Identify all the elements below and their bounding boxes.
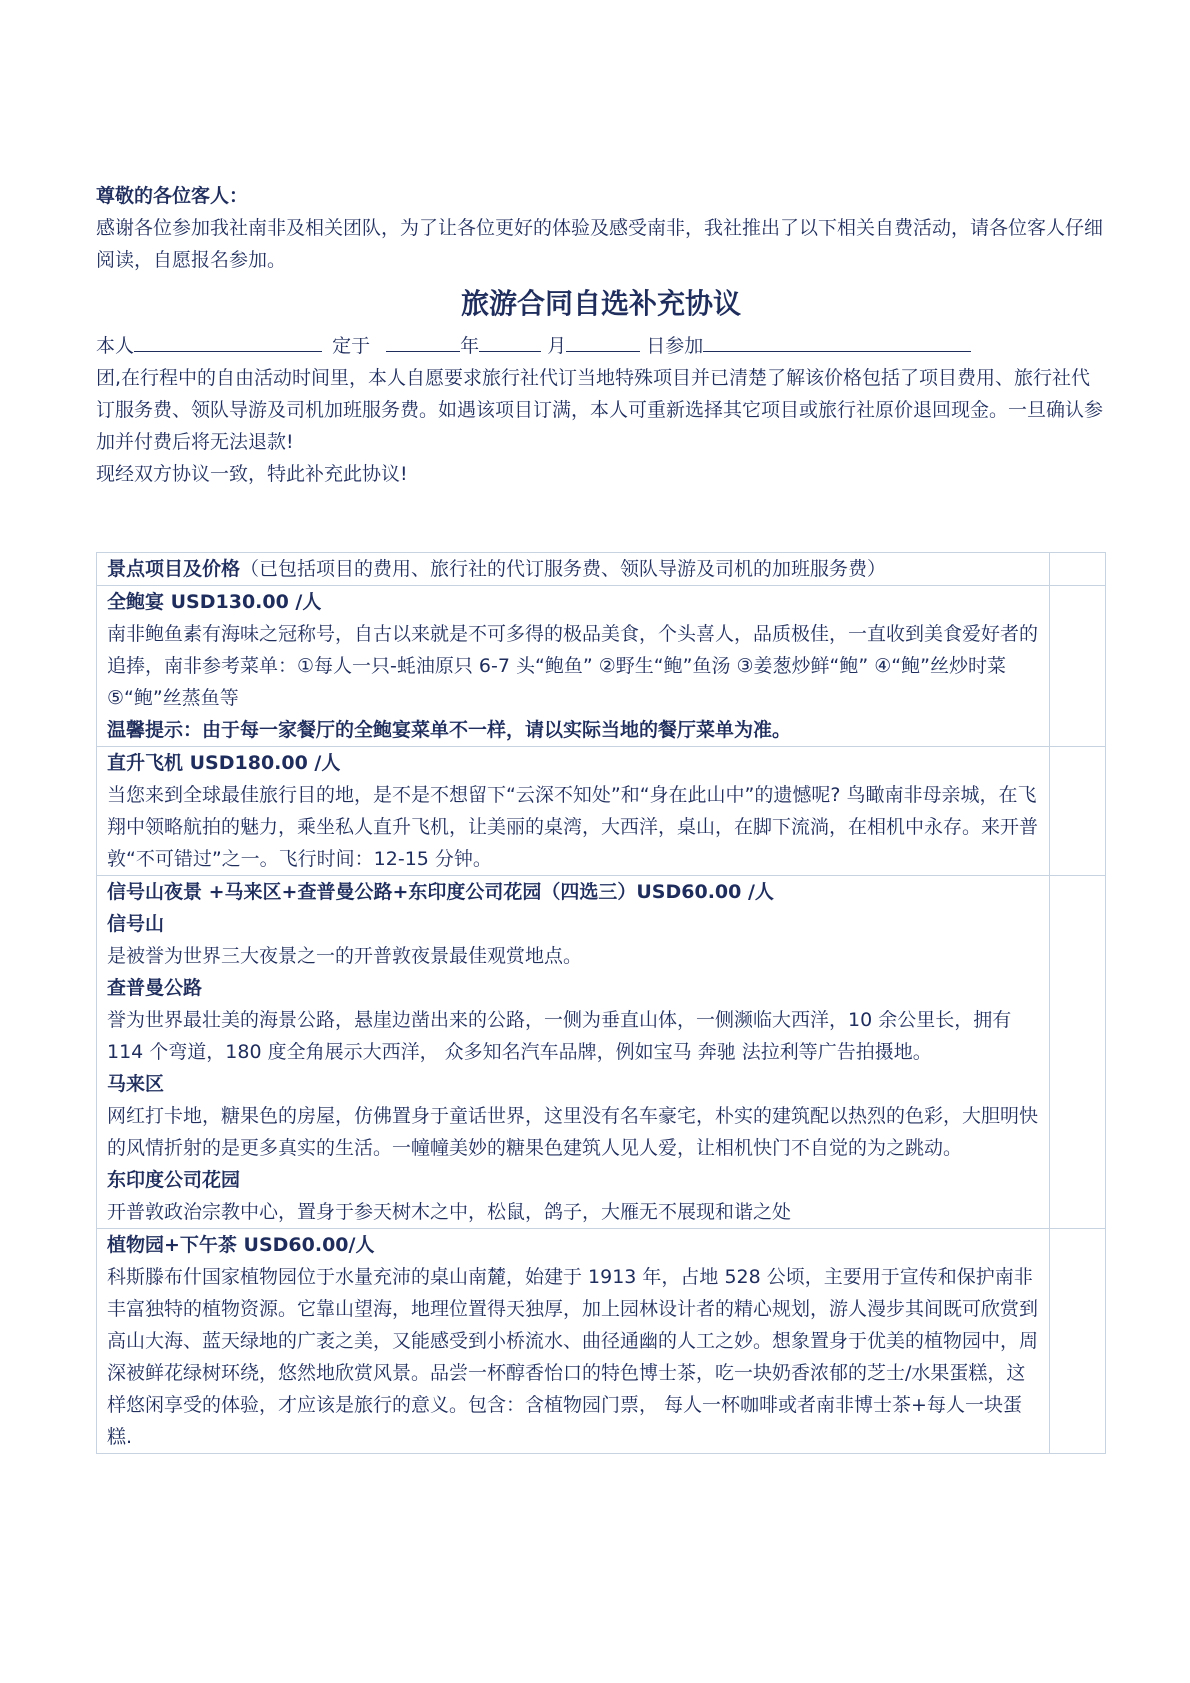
day-join-label: 日参加 [646,335,704,357]
table-row [97,586,1106,747]
tour-group-blank[interactable] [703,331,971,352]
year-label: 年 [460,335,480,357]
item-title: 直升飞机 USD180.00 /人 [107,752,341,774]
name-blank[interactable] [134,331,322,352]
sub-item-description: 是被誉为世界三大夜景之一的开普敦夜景最佳观赏地点。 [107,945,583,967]
selection-cell[interactable] [1050,876,1106,1229]
item-description: 科斯滕布什国家植物园位于水量充沛的桌山南麓，始建于 1913 年，占地 528 公顷，主要用于宣传和保护南非丰富独特的植物资源。它靠山望海，地理位置得天独厚，加上园林设计者的精心规划，游人漫步其间既可欣赏到高山大海、蓝天绿地的广袤之美，又能感受到小桥流水、曲径通幽的人工之妙。想象置身于优美的植物园中，周深被鲜花绿树环绕，悠然地欣赏风景。品尝一杯醇香怡口的特色博士茶，吃一块奶香浓郁的芝士/水果蛋糕，这样悠闲享受的体验，才应该是旅行的意义。包含：含植物园门票， 每人一杯咖啡或者南非博士茶+每人一块蛋糕. [107,1266,1039,1448]
document-title: 旅游合同自选补充协议 [460,287,741,320]
item-title: 植物园+下午茶 USD60.00/人 [107,1234,375,1256]
agreement-body: 团,在行程中的自由活动时间里，本人自愿要求旅行社代订当地特殊项目并已清楚了解该价格包括了项目费用、旅行社代订服务费、领队导游及司机加班服务费。如遇该项目订满，本人可重新选择其它项目或旅行社原价退回现金。一旦确认参加并付费后将无法退款! [96,367,1104,453]
item-description: 当您来到全球最佳旅行目的地，是不是不想留下“云深不知处”和“身在此山中”的遗憾呢? 鸟瞰南非母亲城，在飞翔中领略航拍的魅力，乘坐私人直升飞机，让美丽的桌湾，大西洋，桌山，在脚下流淌，在相机中永存。来开普敦“不可错过”之一。飞行时间：12-15 分钟。 [107,784,1039,870]
date-label: 定于 [332,335,371,357]
item-cell [97,1229,1050,1454]
item-description: 南非鲍鱼素有海味之冠称号，自古以来就是不可多得的极品美食，个头喜人，品质极佳，一直收到美食爱好者的追捧，南非参考菜单：①每人一只-蚝油原只 6-7 头“鲍鱼” ②野生“鲍”鱼汤 ③姜葱炒鲜“鲍” ④“鲍”丝炒时菜 ⑤“鲍”丝蒸鱼等 [107,623,1039,709]
table-row [97,1229,1106,1454]
table-header-row [97,553,1106,586]
sub-item-name: 东印度公司花园 [107,1169,241,1191]
item-cell [97,586,1050,747]
selection-cell[interactable] [1050,747,1106,876]
person-label: 本人 [96,335,135,357]
items-table [96,552,1106,1454]
sub-item-name: 马来区 [107,1073,165,1095]
sub-item-description: 网红打卡地，糖果色的房屋，仿佛置身于童话世界，这里没有名车豪宅，朴实的建筑配以热烈的色彩，大胆明快的风情折射的是更多真实的生活。一幢幢美妙的糖果色建筑人见人爱，让相机快门不自觉的为之跳动。 [107,1105,1039,1159]
month-blank[interactable] [479,331,541,352]
item-title: 全鲍宴 USD130.00 /人 [107,591,322,613]
item-cell [97,747,1050,876]
item-cell [97,876,1050,1229]
sub-item-description: 誉为世界最壮美的海景公路，悬崖边凿出来的公路，一侧为垂直山体，一侧濒临大西洋，10 余公里长，拥有 114 个弯道，180 度全角展示大西洋， 众多知名汽车品牌，例如宝马 奔驰 法拉利等广告拍摄地。 [107,1009,1012,1063]
table-row [97,876,1106,1229]
sub-item-name: 信号山 [107,913,165,935]
day-blank[interactable] [566,331,640,352]
item-title: 信号山夜景 +马来区+查普曼公路+东印度公司花园（四选三）USD60.00 /人 [107,881,774,903]
agreement-closing: 现经双方协议一致，特此补充此协议! [96,463,408,485]
month-label: 月 [547,335,567,357]
intro-paragraph: 感谢各位参加我社南非及相关团队，为了让各位更好的体验及感受南非，我社推出了以下相关自费活动，请各位客人仔细阅读，自愿报名参加。 [96,217,1104,271]
registration-form-line [96,330,1106,362]
table-row [97,747,1106,876]
item-tip: 温馨提示：由于每一家餐厅的全鲍宴菜单不一样，请以实际当地的餐厅菜单为准。 [107,719,792,741]
document-page [96,180,1106,490]
sub-item-name: 查普曼公路 [107,977,203,999]
selection-cell[interactable] [1050,1229,1106,1454]
table-header-cell [97,553,1050,586]
table-header-note: （已包括项目的费用、旅行社的代订服务费、领队导游及司机的加班服务费） [240,558,887,580]
sub-item-description: 开普敦政治宗教中心，置身于参天树木之中，松鼠，鸽子，大雁无不展现和谐之处 [107,1201,792,1223]
table-header-bold: 景点项目及价格 [107,558,241,580]
year-blank[interactable] [386,331,460,352]
salutation: 尊敬的各位客人： [96,185,249,207]
selection-cell[interactable] [1050,586,1106,747]
selection-cell[interactable] [1050,553,1106,586]
